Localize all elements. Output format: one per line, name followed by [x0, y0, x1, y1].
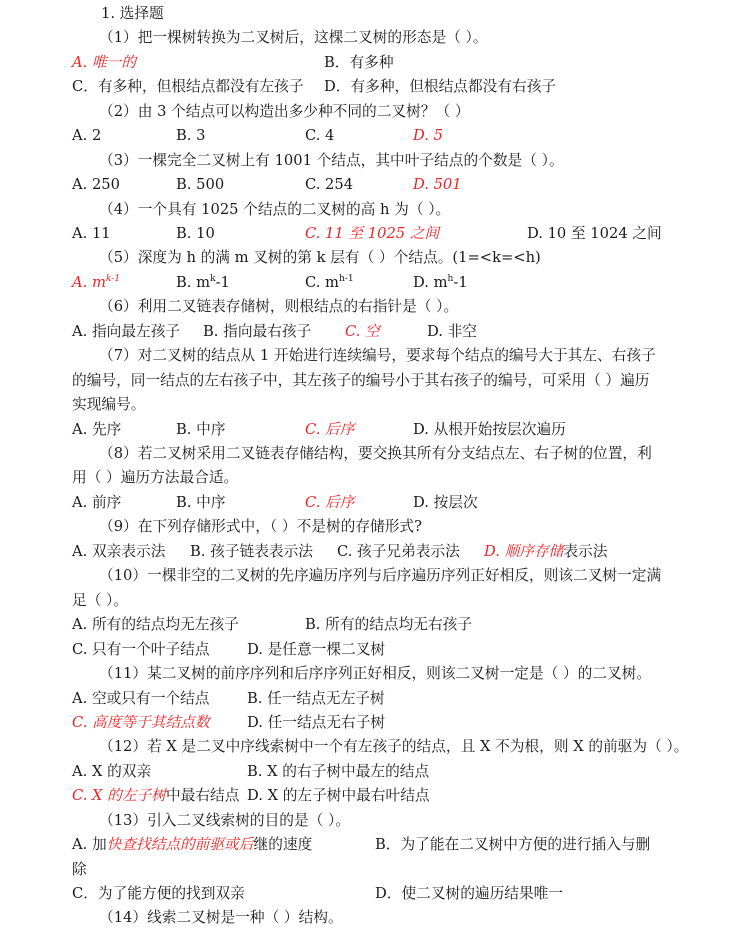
option-12a: A. X 的双亲	[72, 762, 152, 780]
option-13a-answer: 快查找结点的前驱或后	[106, 836, 254, 854]
question-6-options	[72, 320, 686, 344]
question-7-stem-line-1: （7）对二叉树的结点从 1 开始进行连续编号，要求每个结点的编号大于其左、右孩子	[99, 347, 656, 365]
option-6b: B. 指向最右孩子	[203, 322, 312, 340]
option-5d-suffix: -1	[453, 273, 468, 291]
option-11c: C. 高度等于其结点数	[72, 713, 210, 731]
option-11a: A. 空或只有一个结点	[72, 689, 210, 707]
option-13c: C．为了能方便的找到双亲	[72, 885, 245, 903]
question-13-options-row-1	[72, 833, 686, 857]
option-7d: D. 从根开始按层次遍历	[413, 420, 566, 438]
option-13a	[72, 833, 312, 857]
question-4-options	[72, 222, 686, 246]
question-9-options	[72, 540, 686, 564]
option-5b-suffix: -1	[215, 273, 230, 291]
option-9b: B. 孩子链表表示法	[190, 542, 313, 560]
option-11d: D. 任一结点无右子树	[247, 713, 386, 731]
option-12c-answer: C. X 的左子树	[72, 787, 166, 805]
question-8-stem-line-1: （8）若二叉树采用二叉链表存储结构，要交换其所有分支结点左、右子树的位置，利	[99, 445, 652, 463]
question-13-options-wrap: 除	[72, 860, 87, 878]
option-6c: C. 空	[345, 322, 380, 340]
option-3a: A. 250	[72, 176, 120, 194]
question-9-stem: （9）在下列存储形式中，（ ）不是树的存储形式?	[99, 518, 422, 536]
question-1-stem: （1）把一棵树转换为二叉树后，这棵二叉树的形态是（ ）。	[99, 29, 488, 47]
option-5c	[305, 271, 354, 295]
option-9d-tail: 表示法	[563, 542, 608, 560]
question-7-stem-line-2: 的编号，同一结点的左右孩子中，其左孩子的编号小于其右孩子的编号，可采用（ ）遍历	[72, 371, 650, 389]
option-9c: C. 孩子兄弟表示法	[337, 542, 460, 560]
option-2c: C. 4	[305, 127, 335, 145]
option-11b: B. 任一结点无左子树	[247, 689, 385, 707]
option-3b: B. 500	[176, 176, 225, 194]
question-8-stem-line-2: 用（ ）遍历方法最合适。	[72, 469, 239, 487]
question-11-options-row-2	[72, 711, 686, 735]
question-4-stem: （4）一个具有 1025 个结点的二叉树的高 h 为（ ）。	[99, 200, 451, 218]
option-7c: C. 后序	[305, 420, 355, 438]
option-10c: C. 只有一个叶子结点	[72, 640, 210, 658]
option-7b: B. 中序	[176, 420, 226, 438]
option-13d: D．使二叉树的遍历结果唯一	[375, 885, 564, 903]
option-8d: D. 按层次	[413, 493, 478, 511]
option-5b-base: B. m	[176, 273, 211, 291]
question-14-stem: （14）线索二叉树是一种（ ）结构。	[99, 909, 343, 927]
question-10-stem-line-2: 足（ ）。	[72, 591, 129, 609]
question-12-stem: （12）若 X 是二叉中序线索树中一个有左孩子的结点，且 X 不为根，则 X 的前驱为（ ）。	[99, 738, 689, 756]
option-13a-tail: 继的速度	[253, 836, 313, 854]
option-4b: B. 10	[176, 225, 215, 243]
question-8-options	[72, 491, 686, 515]
option-13a-head: A. 加	[72, 836, 107, 854]
question-5-stem: （5）深度为 h 的满 m 叉树的第 k 层有（ ）个结点。(1=<k=<h)	[99, 249, 541, 267]
question-13-options-row-2	[72, 882, 686, 906]
option-7a: A. 先序	[72, 420, 122, 438]
option-5a-base: A. m	[72, 273, 106, 291]
option-8a: A. 前序	[72, 493, 122, 511]
question-12-options-row-2	[72, 784, 686, 808]
option-9a: A. 双亲表示法	[72, 542, 166, 560]
option-8b: B. 中序	[176, 493, 226, 511]
question-6-stem: （6）利用二叉链表存储树，则根结点的右指针是（ ）。	[99, 298, 459, 316]
option-5d	[413, 271, 468, 295]
option-2d: D. 5	[413, 127, 443, 145]
option-6d: D. 非空	[427, 322, 477, 340]
question-7-options	[72, 418, 686, 442]
section-heading: 1. 选择题	[101, 5, 164, 22]
option-5c-exponent: h-1	[338, 274, 354, 285]
question-1-options-row-2	[72, 75, 686, 99]
document-body	[72, 2, 689, 931]
option-5d-base: D. m	[413, 273, 448, 291]
option-5b	[176, 271, 230, 295]
option-10d: D. 是任意一棵二叉树	[247, 640, 386, 658]
question-12-options-row-1	[72, 760, 686, 784]
question-3-options	[72, 173, 686, 197]
option-8c: C. 后序	[305, 493, 355, 511]
question-1-options-row-1	[72, 51, 686, 75]
question-3-stem: （3）一棵完全二叉树上有 1001 个结点，其中叶子结点的个数是（ ）。	[99, 151, 564, 169]
question-5-options	[72, 271, 686, 295]
question-10-options-row-2	[72, 638, 686, 662]
option-13b: B．为了能在二叉树中方便的进行插入与删	[375, 836, 651, 854]
question-10-stem-line-1: （10）一棵非空的二叉树的先序遍历序列与后序遍历序列正好相反，则该二叉树一定满	[99, 567, 662, 585]
question-10-options-row-1	[72, 613, 686, 637]
question-13-stem: （13）引入二叉线索树的目的是（ ）。	[99, 811, 351, 829]
option-5a	[72, 271, 120, 295]
question-2-stem: （2）由 3 个结点可以构造出多少种不同的二叉树？（ ）	[99, 102, 470, 120]
option-10b: B. 所有的结点均无右孩子	[305, 616, 473, 634]
option-5a-exponent: k-1	[105, 274, 121, 285]
option-1a: A. 唯一的	[72, 53, 137, 71]
option-5c-base: C. m	[305, 273, 339, 291]
option-1b: B．有多种	[324, 53, 394, 71]
option-12c-tail: 中最右结点	[165, 787, 240, 805]
option-9d	[484, 540, 607, 564]
option-5b-exponent: k	[210, 274, 216, 285]
question-2-options	[72, 124, 686, 148]
option-4d: D. 10 至 1024 之间	[527, 225, 662, 243]
question-11-options-row-1	[72, 687, 686, 711]
question-7-stem-line-3: 实现编号。	[72, 396, 146, 414]
option-3c: C. 254	[305, 176, 354, 194]
option-12b: B. X 的右子树中最左的结点	[247, 762, 430, 780]
option-6a: A. 指向最左孩子	[72, 322, 181, 340]
option-1c: C．有多种，但根结点都没有左孩子	[72, 78, 304, 96]
option-4a: A. 11	[72, 225, 111, 243]
option-12c	[72, 784, 239, 808]
option-2a: A. 2	[72, 127, 102, 145]
option-2b: B. 3	[176, 127, 206, 145]
option-12d: D. X 的左子树中最右叶结点	[247, 787, 430, 805]
option-10a: A. 所有的结点均无左孩子	[72, 616, 239, 634]
option-4c: C. 11 至 1025 之间	[305, 225, 440, 243]
option-9d-answer: D. 顺序存储	[484, 542, 564, 560]
option-5d-exponent: h	[447, 274, 454, 285]
option-1d: D．有多种，但根结点都没有右孩子	[324, 78, 557, 96]
option-3d: D. 501	[413, 176, 462, 194]
question-11-stem: （11）某二叉树的前序序列和后序序列正好相反，则该二叉树一定是（ ）的二叉树。	[99, 665, 652, 683]
